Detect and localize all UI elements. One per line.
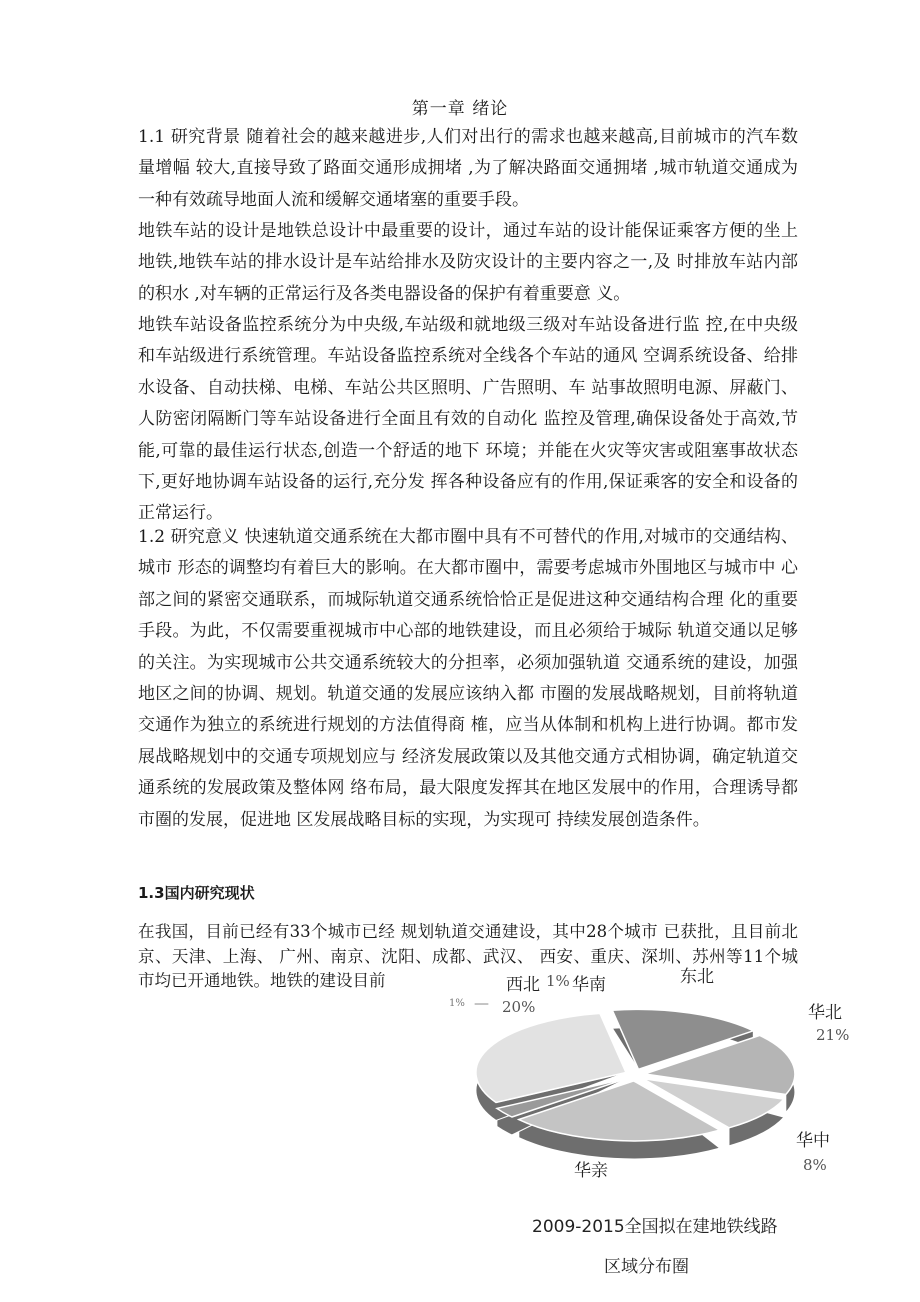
slice-label-central-china: 华中 [796,1131,830,1151]
pie-chart [470,995,800,1185]
slice-pct-north-china: 21% [816,1026,850,1044]
pie-top-layer [476,1009,795,1141]
slice-pct-northwest: 1% [546,972,570,990]
slice-pct-central-china: 8% [803,1156,827,1174]
paragraph-research-significance: 1.2 研究意义 快速轨道交通系统在大都市圈中具有不可替代的作用,对城市的交通结构、城市 形态的调整均有着巨大的影响。在大都市圈中，需要考虑城市外围地区与城市中 心部之间的紧密交通联系，而城际轨道交通系统恰恰正是促进这种交通结构合理 化的重要手段。为此，不仅需要重视城市中心部的地铁建设，而且必须给于城际 轨道交通以足够的关注。为实现城市公共交通系统较大的分担率，必须加强轨道 交通系统的建设，加强地区之间的协调、规划。轨道交通的发展应该纳入都 市圈的发展战略规划，目前将轨道交通作为独立的系统进行规划的方法值得商 榷，应当从体制和机构上进行协调。都市发展战略规划中的交通专项规划应与 经济发展政策以及其他交通方式相协调，确定轨道交通系统的发展政策及整体网 络布局，最大限度发挥其在地区发展中的作用，合理诱导都市圈的发展，促进地 区发展战略目标的实现，为实现可 持续发展创造条件。 [138,527,798,830]
stray-percent: 1% [449,998,465,1009]
slice-pct-south-china: 20% [502,998,536,1016]
chapter-title: 第一章 绪论 [411,99,509,119]
slice-label-north-china: 华北 [808,1003,842,1023]
slice-label-northeast: 东北 [680,967,714,987]
chart-caption-line2: 区域分布圈 [604,1257,689,1277]
paragraph-station-design: 地铁车站的设计是地铁总设计中最重要的设计，通过车站的设计能保证乘客方便的坐上地铁,地铁车站的排水设计是车站给排水及防灾设计的主要内容之一,及 时排放车站内部的积水 ,对车辆的正常运行及各类电器设备的保护有着重要意 义。 [138,221,798,304]
paragraph-research-background: 1.1 研究背景 随着社会的越来越进步,人们对出行的需求也越来越高,目前城市的汽车数量增幅 较大,直接导致了路面交通形成拥堵 ,为了解决路面交通拥堵 ,城市轨道交通成为 一种有效疏导地面人流和缓解交通堵塞的重要手段。 [138,127,798,210]
section-heading: 1.3国内研究现状 [138,884,255,902]
slice-label-south-china: 华南 [572,975,606,995]
leader-dash: — [474,994,489,1012]
slice-label-northwest: 西北 [506,975,540,995]
slice-label-east-china: 华亲 [574,1161,608,1181]
paragraph-monitoring-system: 地铁车站设备监控系统分为中央级,车站级和就地级三级对车站设备进行监 控,在中央级和车站级进行系统管理。车站设备监控系统对全线各个车站的通风 空调系统设备、给排水设备、自动扶梯、电梯、车站公共区照明、广告照明、车 站事故照明电源、屏蔽门、人防密闭隔断门等车站设备进行全面且有效的自动化 监控及管理,确保设备处于高效,节能,可靠的最佳运行状态,创造一个舒适的地下 环境；并能在火灾等灾害或阻塞事故状态下,更好地协调车站设备的运行,充分发 挥各种设备应有的作用,保证乘客的安全和设备的正常运行。 [138,315,798,524]
paragraph-domestic-status: 在我国，目前已经有33个城市已经 规划轨道交通建设，其中28个城市 已获批，且目前北京、天津、上海、 广州、南京、沈阳、成都、武汉、 西安、重庆、深圳、苏州等11个城 市均已开通地铁。地铁的建设目前 [138,922,798,990]
chart-caption-line1: 2009-2015全国拟在建地铁线路 [532,1217,778,1237]
